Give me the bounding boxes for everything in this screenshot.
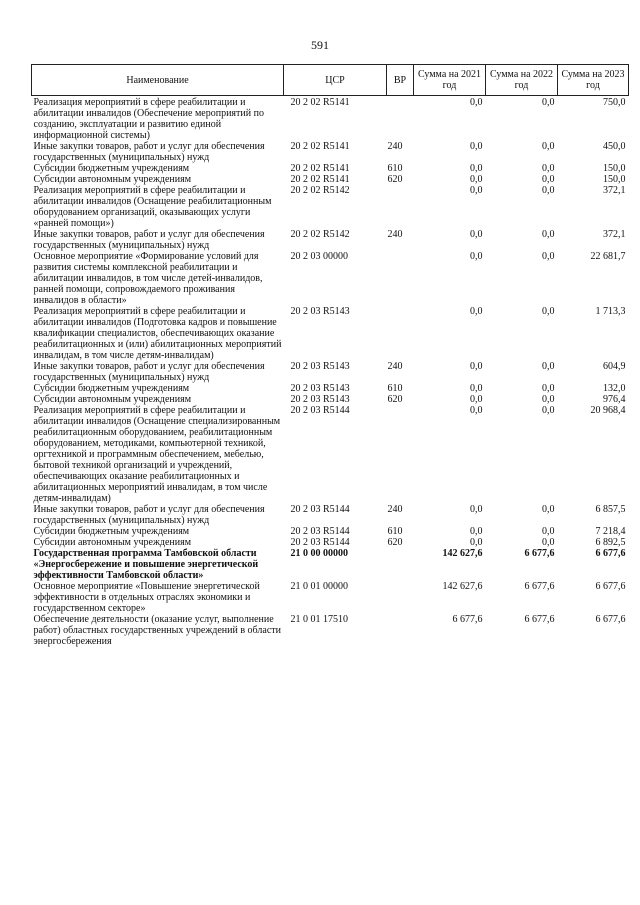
row-vr: 240 (387, 504, 403, 515)
table-row (32, 383, 629, 394)
row-sum-2023: 1 713,3 (595, 306, 626, 317)
row-name: Субсидии бюджетным учреждениям (33, 526, 190, 537)
row-sum-2021: 0,0 (470, 405, 483, 416)
row-name: Основное мероприятие «Формирование условий для развития системы комплексной реабилитации и абилитации инвалидов, в том числе детей-инвалидов, ранней помощи, сопровождаемого проживания инвалидов в области» (33, 251, 263, 306)
row-sum-2022: 0,0 (542, 185, 555, 196)
row-vr (387, 251, 414, 306)
row-name: Иные закупки товаров, работ и услуг для обеспечения государственных (муниципальных) нужд (33, 229, 265, 251)
row-vr (387, 96, 414, 142)
row-sum-2022: 0,0 (542, 526, 555, 537)
table-row (32, 394, 629, 405)
row-sum-2023: 150,0 (603, 174, 626, 185)
table-row (32, 526, 629, 537)
row-sum-2021: 0,0 (470, 174, 483, 185)
table-row (32, 537, 629, 548)
table-body (32, 96, 629, 648)
row-csr: 20 2 03 R5144 (290, 504, 350, 515)
row-name: Субсидии автономным учреждениям (33, 394, 192, 405)
table-row (32, 141, 629, 163)
row-sum-2021: 0,0 (470, 383, 483, 394)
row-name: Реализация мероприятий в сфере реабилитации и абилитации инвалидов (Обеспечение мероприятий по созданию, эксплуатации и развитию единой информационной системы) (33, 97, 264, 141)
row-sum-2021: 0,0 (470, 526, 483, 537)
row-sum-2021: 0,0 (470, 306, 483, 317)
page-number: 591 (311, 38, 329, 52)
row-sum-2023: 150,0 (603, 163, 626, 174)
row-sum-2023: 976,4 (603, 394, 626, 405)
row-sum-2021: 0,0 (470, 504, 483, 515)
row-name: Иные закупки товаров, работ и услуг для обеспечения государственных (муниципальных) нужд (33, 504, 265, 526)
row-sum-2021: 0,0 (470, 229, 483, 240)
row-csr: 20 2 03 R5144 (290, 405, 350, 416)
table-row (32, 405, 629, 504)
table-row (32, 174, 629, 185)
table-row (32, 548, 629, 581)
header-csr: ЦСР (284, 65, 387, 96)
row-sum-2022: 6 677,6 (524, 581, 555, 592)
row-vr (387, 185, 414, 229)
table-row (32, 306, 629, 361)
header-sum-2022: Сумма на 2022 год (486, 65, 558, 96)
row-csr: 21 0 00 00000 (290, 548, 348, 559)
row-sum-2023: 6 857,5 (595, 504, 626, 515)
row-sum-2023: 20 968,4 (590, 405, 626, 416)
row-sum-2023: 372,1 (603, 229, 626, 240)
row-csr: 20 2 03 R5144 (290, 537, 350, 548)
row-csr: 20 2 03 00000 (290, 251, 348, 262)
row-vr: 610 (387, 383, 403, 394)
row-sum-2022: 0,0 (542, 141, 555, 152)
row-sum-2021: 0,0 (470, 394, 483, 405)
row-sum-2023: 750,0 (603, 97, 626, 108)
row-sum-2021: 142 627,6 (442, 548, 483, 559)
row-sum-2021: 142 627,6 (442, 581, 483, 592)
row-csr: 20 2 02 R5141 (290, 174, 350, 185)
row-name: Субсидии бюджетным учреждениям (33, 163, 190, 174)
row-sum-2022: 0,0 (542, 229, 555, 240)
row-vr: 610 (387, 163, 403, 174)
table-row (32, 581, 629, 614)
row-sum-2021: 6 677,6 (452, 614, 483, 625)
row-name: Реализация мероприятий в сфере реабилитации и абилитации инвалидов (Оснащение реабилитационным оборудованием организаций, оказывающих услуги «ранней помощи») (33, 185, 272, 229)
table-row (32, 229, 629, 251)
row-csr: 20 2 02 R5142 (290, 229, 350, 240)
table-header (32, 65, 629, 96)
row-csr: 20 2 03 R5143 (290, 306, 350, 317)
row-name: Обеспечение деятельности (оказание услуг, выполнение работ) областных государственных учреждений в области энергосбережения (33, 614, 281, 647)
row-vr (387, 581, 414, 614)
table-row (32, 614, 629, 647)
row-sum-2021: 0,0 (470, 141, 483, 152)
row-sum-2021: 0,0 (470, 97, 483, 108)
row-vr: 240 (387, 141, 403, 152)
row-name: Иные закупки товаров, работ и услуг для обеспечения государственных (муниципальных) нужд (33, 361, 265, 383)
row-vr: 240 (387, 229, 403, 240)
row-vr (387, 405, 414, 504)
table-row (32, 361, 629, 383)
row-sum-2022: 0,0 (542, 97, 555, 108)
row-sum-2021: 0,0 (470, 251, 483, 262)
row-name: Субсидии автономным учреждениям (33, 174, 192, 185)
row-sum-2022: 0,0 (542, 163, 555, 174)
row-sum-2023: 22 681,7 (590, 251, 626, 262)
row-sum-2021: 0,0 (470, 163, 483, 174)
row-sum-2022: 6 677,6 (524, 548, 555, 559)
row-sum-2022: 6 677,6 (524, 614, 555, 625)
row-csr: 20 2 03 R5143 (290, 383, 350, 394)
row-sum-2022: 0,0 (542, 394, 555, 405)
row-sum-2021: 0,0 (470, 537, 483, 548)
table-row (32, 163, 629, 174)
row-name: Субсидии бюджетным учреждениям (33, 383, 190, 394)
row-sum-2021: 0,0 (470, 361, 483, 372)
row-sum-2023: 6 677,6 (595, 548, 626, 559)
header-sum-2021: Сумма на 2021 год (414, 65, 486, 96)
row-sum-2023: 6 892,5 (595, 537, 626, 548)
table-row (32, 185, 629, 229)
row-sum-2023: 7 218,4 (595, 526, 626, 537)
row-sum-2022: 0,0 (542, 251, 555, 262)
row-csr: 21 0 01 17510 (290, 614, 348, 625)
row-vr: 620 (387, 537, 403, 548)
row-sum-2022: 0,0 (542, 174, 555, 185)
table-row (32, 504, 629, 526)
row-sum-2023: 604,9 (603, 361, 626, 372)
header-vr: ВР (387, 65, 414, 96)
row-name: Реализация мероприятий в сфере реабилитации и абилитации инвалидов (Подготовка кадров и повышение квалификации специалистов, обеспечивающих оказание реабилитационных и (или) абилитационных мероприятий инвалидам, в том числе детям-инвалидам) (33, 306, 282, 361)
row-csr: 20 2 02 R5141 (290, 141, 350, 152)
row-name: Реализация мероприятий в сфере реабилитации и абилитации инвалидов (Оснащение специализированным реабилитационным оборудованием, реабилитационным оборудованием, методиками, компьютерной техникой, оргтехникой и программным обеспечением, мебелью, бытовой техникой организаций и учреждений, обеспечивающих оказание реабилитационных и абилитационных мероприятий инвалидам, в том числе детям-инвалидам) (33, 405, 281, 504)
row-sum-2022: 0,0 (542, 383, 555, 394)
row-csr: 21 0 01 00000 (290, 581, 348, 592)
row-sum-2022: 0,0 (542, 361, 555, 372)
row-csr: 20 2 03 R5143 (290, 361, 350, 372)
row-sum-2023: 132,0 (603, 383, 626, 394)
row-name: Субсидии автономным учреждениям (33, 537, 192, 548)
header-sum-2023: Сумма на 2023 год (558, 65, 629, 96)
row-sum-2021: 0,0 (470, 185, 483, 196)
row-sum-2022: 0,0 (542, 537, 555, 548)
row-sum-2023: 6 677,6 (595, 581, 626, 592)
row-vr (387, 548, 414, 581)
row-name: Государственная программа Тамбовской области «Энергосбережение и повышение энергетической эффективности Тамбовской области» (33, 548, 259, 581)
budget-table (31, 64, 629, 647)
row-csr: 20 2 03 R5143 (290, 394, 350, 405)
row-csr: 20 2 02 R5141 (290, 163, 350, 174)
table-row (32, 96, 629, 142)
row-name: Основное мероприятие «Повышение энергетической эффективности в отдельных отраслях экономики и государственном секторе» (33, 581, 260, 614)
row-csr: 20 2 02 R5142 (290, 185, 350, 196)
row-vr: 620 (387, 174, 403, 185)
table-row (32, 251, 629, 306)
row-vr: 610 (387, 526, 403, 537)
row-sum-2023: 372,1 (603, 185, 626, 196)
row-vr (387, 614, 414, 647)
row-vr: 620 (387, 394, 403, 405)
row-vr (387, 306, 414, 361)
row-sum-2023: 450,0 (603, 141, 626, 152)
row-sum-2022: 0,0 (542, 504, 555, 515)
row-sum-2023: 6 677,6 (595, 614, 626, 625)
row-name: Иные закупки товаров, работ и услуг для обеспечения государственных (муниципальных) нужд (33, 141, 265, 163)
row-csr: 20 2 02 R5141 (290, 97, 350, 108)
row-sum-2022: 0,0 (542, 405, 555, 416)
row-csr: 20 2 03 R5144 (290, 526, 350, 537)
row-vr: 240 (387, 361, 403, 372)
header-name: Наименование (32, 65, 284, 96)
row-sum-2022: 0,0 (542, 306, 555, 317)
